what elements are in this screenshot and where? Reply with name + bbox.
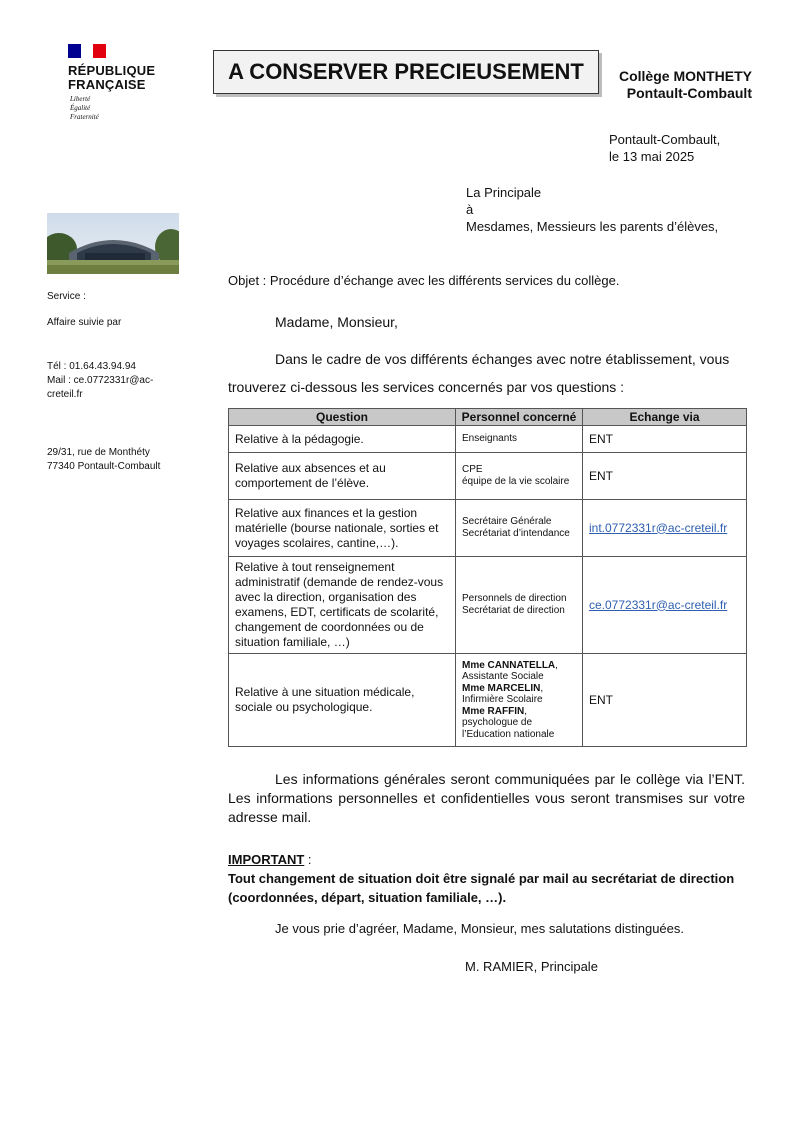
via-cell <box>583 500 747 557</box>
recipient-block: La Principale à Mesdames, Messieurs les parents d’élèves, <box>466 185 719 234</box>
sidebar-tel: Tél : 01.64.43.94.94 <box>47 361 136 372</box>
table-row <box>229 557 747 654</box>
via-cell: ENT <box>583 453 747 500</box>
table-header-row <box>229 409 747 426</box>
direction-email-link[interactable]: ce.0772331r@ac-creteil.fr <box>589 597 728 612</box>
title-box <box>213 50 599 94</box>
college-building-photo <box>47 213 179 274</box>
college-city: Pontault-Combault <box>626 85 752 101</box>
via-cell: ENT <box>583 654 747 747</box>
info-paragraph: Les informations générales seront communiquées par le collège via l’ENT. Les informations personnelles et confidentielles vous seront transmises sur votre adresse mail. <box>228 771 745 825</box>
important-text: Tout changement de situation doit être signalé par mail au secrétariat de direction (coordonnées, départ, situation familiale, …). <box>228 871 735 905</box>
letter-object: Objet : Procédure d’échange avec les différents services du collège. <box>228 273 620 288</box>
french-flag-icon <box>68 44 106 58</box>
sidebar-suivi: Affaire suivie par <box>47 317 122 328</box>
services-table <box>228 408 747 747</box>
table-row <box>229 453 747 500</box>
motto: Liberté Égalité Fraternité <box>70 95 99 121</box>
question-cell: Relative aux finances et la gestion matérielle (bourse nationale, sorties et voyages scolaires, cantine,…). <box>229 500 456 557</box>
page-title: A CONSERVER PRECIEUSEMENT <box>228 59 584 84</box>
personnel-cell: CPE équipe de la vie scolaire <box>456 453 583 500</box>
question-cell: Relative à une situation médicale, sociale ou psychologique. <box>229 654 456 747</box>
column-header: Question <box>229 409 456 426</box>
personnel-cell: Enseignants <box>456 426 583 453</box>
question-cell: Relative à tout renseignement administratif (demande de rendez-vous avec la direction, organisation des examens, EDT, certificats de scolarité, changement de coordonnées ou de situation familiale, …) <box>229 557 456 654</box>
intro-line-2: trouverez ci-dessous les services concernés par vos questions : <box>228 379 625 395</box>
column-header: Personnel concerné <box>456 409 583 426</box>
via-cell: ENT <box>583 426 747 453</box>
important-label: IMPORTANT <box>228 852 305 867</box>
signature: M. RAMIER, Principale <box>465 959 598 974</box>
closing-formula: Je vous prie d’agréer, Madame, Monsieur, mes salutations distinguées. <box>275 921 684 936</box>
via-cell <box>583 557 747 654</box>
salutation: Madame, Monsieur, <box>275 314 398 330</box>
personnel-cell: Personnels de direction Secrétariat de direction <box>456 557 583 654</box>
question-cell: Relative aux absences et au comportement de l’élève. <box>229 453 456 500</box>
question-cell: Relative à la pédagogie. <box>229 426 456 453</box>
intendance-email-link[interactable]: int.0772331r@ac-creteil.fr <box>589 520 728 535</box>
college-name: Collège MONTHETY <box>618 68 752 84</box>
table-row <box>229 500 747 557</box>
sidebar-address: 29/31, rue de Monthéty 77340 Pontault-Combault <box>47 447 161 472</box>
college-header <box>600 68 752 102</box>
republique-francaise-logo: RÉPUBLIQUE FRANÇAISE <box>68 63 156 92</box>
sidebar-service: Service : <box>47 291 86 302</box>
personnel-cell: Secrétaire Générale Secrétariat d’intendance <box>456 500 583 557</box>
important-block: IMPORTANT : Tout changement de situation doit être signalé par mail au secrétariat de direction (coordonnées, départ, situation familiale, …). <box>228 850 745 907</box>
personnel-cell: Mme CANNATELLA, Assistante Sociale Mme MARCELIN, Infirmière Scolaire Mme RAFFIN, psychologue de l’Education nationale <box>456 654 583 747</box>
intro-line-1: Dans le cadre de vos différents échanges avec notre établissement, vous <box>275 351 730 367</box>
sidebar-contact: Tél : 01.64.43.94.94 Mail : ce.0772331r@ac- creteil.fr <box>47 361 154 400</box>
table-row <box>229 426 747 453</box>
table-row <box>229 654 747 747</box>
date-block: Pontault-Combault, le 13 mai 2025 <box>609 132 721 164</box>
sidebar-mail: Mail : ce.0772331r@ac- <box>47 375 154 386</box>
column-header: Echange via <box>583 409 747 426</box>
